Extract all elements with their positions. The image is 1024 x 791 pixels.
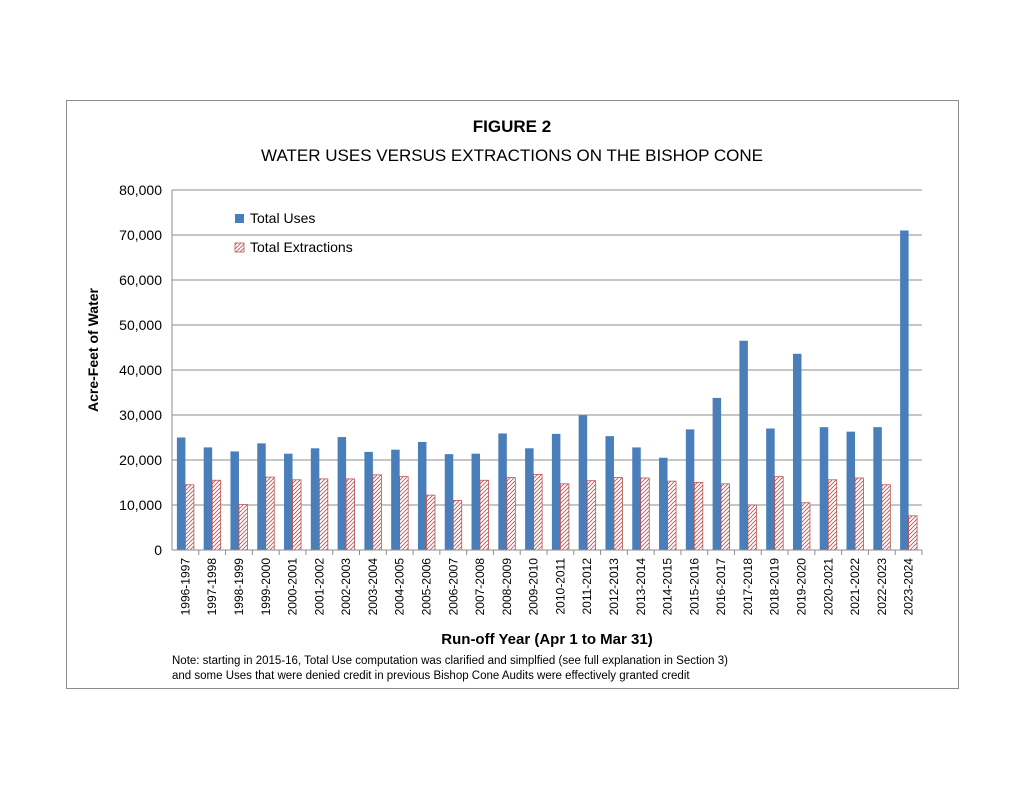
bar-total-extractions [855,478,864,550]
bar-total-uses [793,354,802,550]
chart-subtitle: WATER USES VERSUS EXTRACTIONS ON THE BISHOP CONE [261,146,763,165]
bar-total-uses [605,436,614,550]
bar-total-uses [820,427,829,550]
y-tick-label: 60,000 [119,272,162,288]
x-tick-label: 2017-2018 [740,558,755,616]
bar-total-extractions [453,501,462,551]
x-tick-label: 2005-2006 [419,558,434,616]
bar-total-uses [873,427,882,550]
x-tick-label: 2020-2021 [821,558,836,616]
bar-total-extractions [828,480,837,550]
x-tick-label: 2010-2011 [553,558,568,615]
y-tick-label: 40,000 [119,362,162,378]
y-tick-label: 70,000 [119,227,162,243]
x-tick-label: 2015-2016 [687,558,702,616]
bar-total-uses [204,447,213,550]
bar-total-extractions [560,484,569,550]
bar-total-uses [847,432,856,550]
bar-total-extractions [239,505,248,550]
bar-total-extractions [373,475,382,550]
bar-total-uses [177,438,186,551]
chart-title: FIGURE 2 [472,117,552,136]
bar-total-uses [739,341,748,550]
x-tick-label: 2014-2015 [660,558,675,616]
bar-total-extractions [346,479,355,550]
bar-total-extractions [721,484,730,550]
bar-total-extractions [801,503,810,550]
bar-total-uses [230,451,239,550]
legend-label-total-extractions: Total Extractions [250,239,353,255]
bar-total-uses [525,448,534,550]
x-tick-label: 2011-2012 [580,558,595,615]
x-tick-label: 2013-2014 [633,558,648,616]
footnote-line-1: Note: starting in 2015-16, Total Use computation was clarified and simplfied (see full explanation in Section 3) [172,655,728,667]
bar-total-uses [338,437,347,550]
bar-total-uses [257,443,266,550]
y-tick-label: 50,000 [119,317,162,333]
bar-total-extractions [614,478,623,550]
x-tick-label: 1998-1999 [231,558,246,616]
bar-total-extractions [266,477,275,550]
bar-total-extractions [882,485,891,550]
x-tick-label: 2000-2001 [285,558,300,616]
x-tick-label: 2008-2009 [499,558,514,616]
x-tick-label: 2009-2010 [526,558,541,616]
bar-total-uses [659,458,668,550]
bar-total-uses [713,398,722,550]
bar-total-uses [391,450,400,550]
bar-total-extractions [185,485,194,550]
bar-total-extractions [400,477,409,550]
x-tick-label: 2012-2013 [606,558,621,616]
bar-total-extractions [319,479,328,550]
bar-total-extractions [587,481,596,550]
bar-total-uses [472,454,481,550]
legend-swatch-total-uses [235,214,244,223]
y-tick-label: 30,000 [119,407,162,423]
bar-total-extractions [909,516,918,550]
x-tick-label: 1997-1998 [205,558,220,616]
x-tick-label: 1996-1997 [178,558,193,616]
x-tick-label: 2004-2005 [392,558,407,616]
x-tick-label: 2006-2007 [446,558,461,616]
bar-total-uses [498,433,507,550]
legend-swatch-total-extractions [235,243,244,252]
y-axis-title: Acre-Feet of Water [85,288,101,412]
bar-total-extractions [775,477,784,550]
bar-total-uses [552,434,561,550]
x-tick-label: 2016-2017 [714,558,729,616]
y-tick-label: 10,000 [119,497,162,513]
bar-total-extractions [748,505,757,550]
bar-total-extractions [212,480,221,550]
x-tick-label: 1999-2000 [258,558,273,616]
x-tick-label: 2002-2003 [339,558,354,616]
bar-total-uses [284,454,293,550]
bar-total-uses [579,415,588,550]
bar-total-extractions [507,478,515,550]
x-tick-label: 2019-2020 [794,558,809,616]
x-tick-label: 2007-2008 [473,558,488,616]
footnote-line-2: and some Uses that were denied credit in previous Bishop Cone Audits were effectively granted credit [172,670,690,682]
bar-total-uses [766,429,775,551]
bar-total-uses [364,452,373,550]
bar-total-extractions [641,478,650,550]
x-axis-title: Run-off Year (Apr 1 to Mar 31) [441,631,653,648]
x-tick-label: 2018-2019 [767,558,782,616]
x-tick-label: 2022-2023 [874,558,889,616]
x-tick-label: 2001-2002 [312,558,327,616]
bar-total-extractions [480,480,489,550]
bar-total-uses [311,448,320,550]
x-tick-label: 2023-2024 [901,558,916,616]
y-tick-label: 80,000 [119,182,162,198]
bar-total-extractions [293,480,302,550]
bar-total-uses [445,454,454,550]
bar-total-extractions [668,481,677,550]
y-tick-label: 20,000 [119,452,162,468]
bar-total-extractions [534,474,543,550]
bar-total-extractions [694,483,703,551]
x-tick-label: 2021-2022 [848,558,863,616]
x-tick-label: 2003-2004 [365,558,380,616]
bar-total-uses [686,429,695,550]
bar-total-uses [900,231,909,551]
bar-total-uses [632,447,641,550]
legend-label-total-uses: Total Uses [250,210,316,226]
bar-total-uses [418,442,427,550]
y-tick-label: 0 [154,542,162,558]
bar-total-extractions [426,495,435,550]
